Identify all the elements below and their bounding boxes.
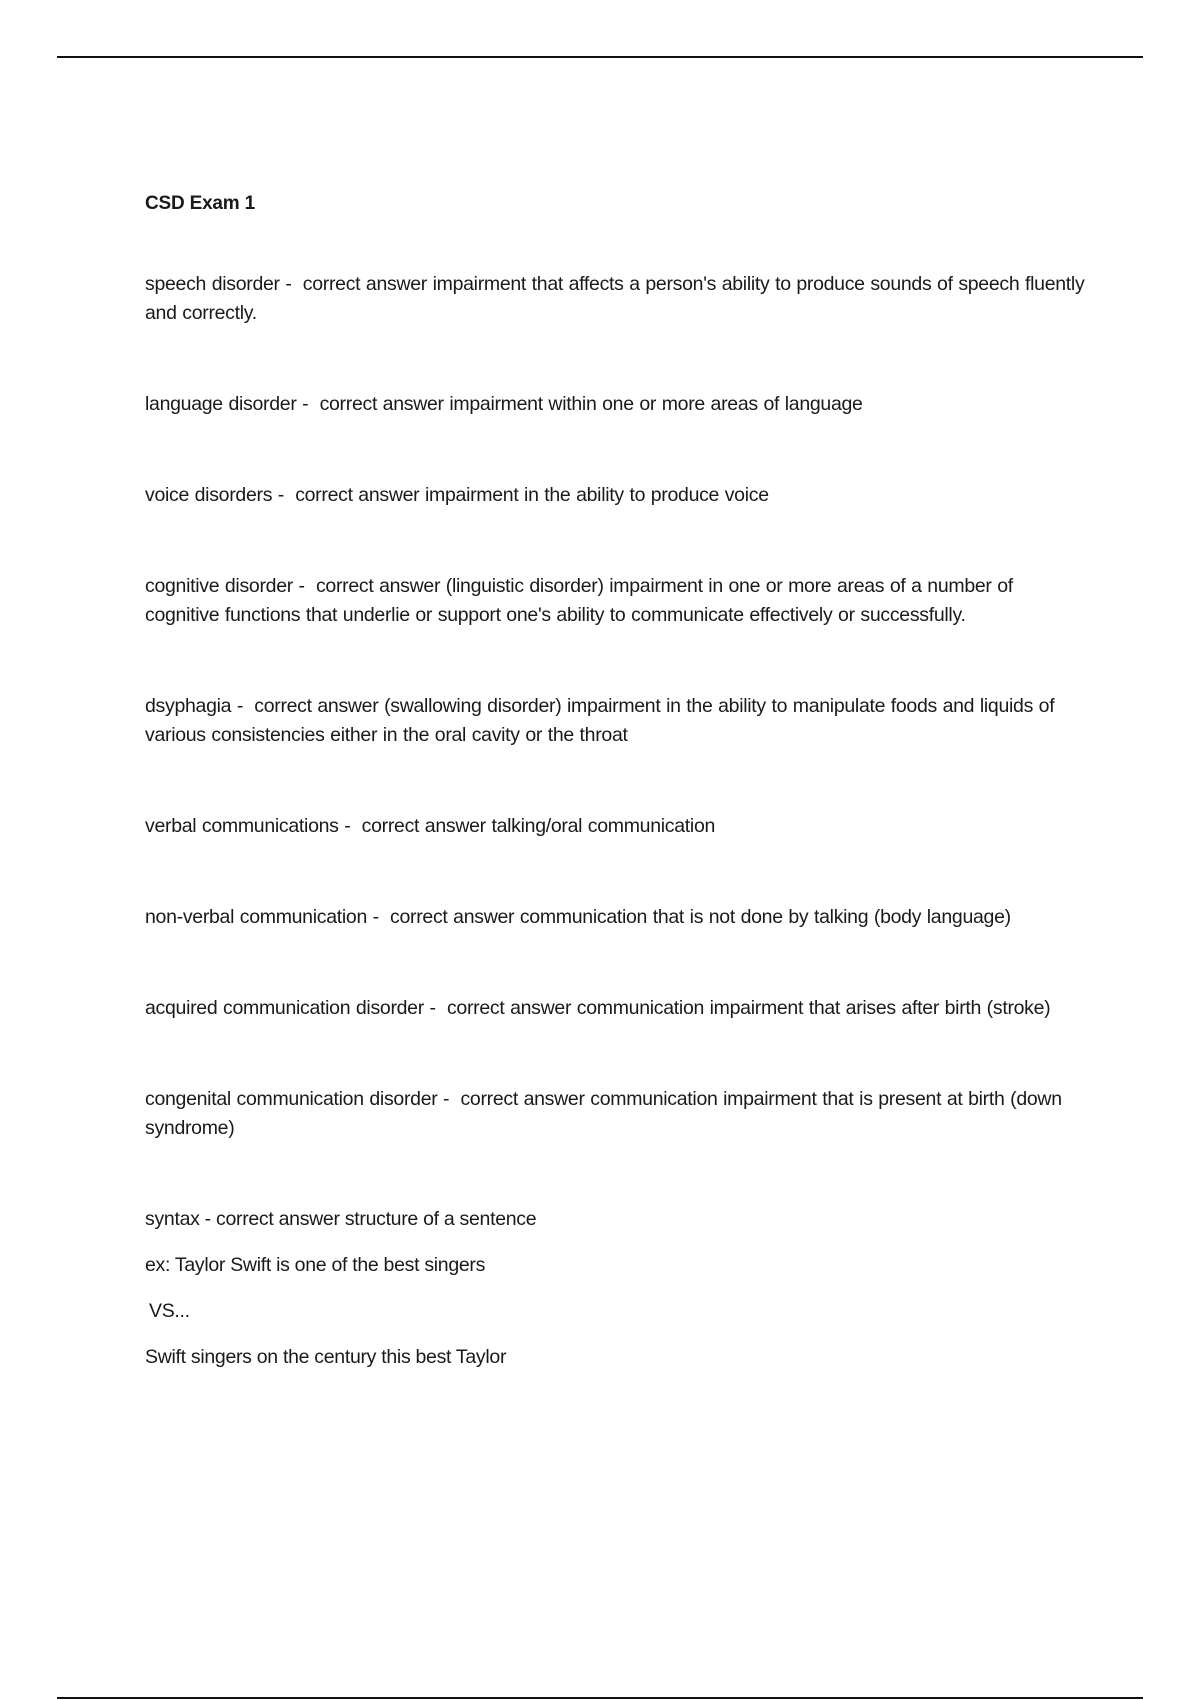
entry-separator: - xyxy=(423,997,447,1019)
entry-separator: - xyxy=(338,815,362,837)
entry-definition: communication that is not done by talking (body language) xyxy=(519,906,1011,928)
entry-definition: communication impairment that is present at birth (down syndrome) xyxy=(145,1088,1062,1139)
document-title: CSD Exam 1 xyxy=(145,193,255,214)
answer-prefix: correct answer xyxy=(302,273,427,295)
entry-term: syntax xyxy=(145,1208,200,1230)
syntax-example-line: ex: Taylor Swift is one of the best singers xyxy=(145,1254,486,1276)
entry-term: voice disorders xyxy=(145,484,273,506)
flashcard-entry xyxy=(145,994,1090,1023)
header-rule xyxy=(57,56,1143,58)
entry-separator: - xyxy=(437,1088,461,1110)
entry-definition: (linguistic disorder) impairment in one or more areas of a number of cognitive functions that underlie or support one's ability to communicate effectively or successfully. xyxy=(145,575,1013,626)
entry-separator: - xyxy=(199,1208,216,1230)
answer-prefix: correct answer xyxy=(460,1088,585,1110)
entry-definition: communication impairment that arises after birth (stroke) xyxy=(576,997,1051,1019)
entry-separator: - xyxy=(296,393,320,415)
flashcard-entry xyxy=(145,903,1090,932)
flashcard-entry xyxy=(145,270,1090,328)
flashcard-entry xyxy=(145,572,1090,630)
flashcard-entry xyxy=(145,812,1090,841)
entry-term: cognitive disorder xyxy=(145,575,293,597)
answer-prefix: correct answer xyxy=(390,906,515,928)
document-body xyxy=(145,190,1090,1389)
flashcard-entry xyxy=(145,1085,1090,1143)
flashcard-entry xyxy=(145,390,1090,419)
flashcard-entry xyxy=(145,692,1090,750)
answer-prefix: correct answer xyxy=(319,393,444,415)
flashcard-entry xyxy=(145,1205,1090,1234)
entry-definition: impairment in the ability to produce voice xyxy=(425,484,769,506)
syntax-example-line: Swift singers on the century this best Taylor xyxy=(145,1346,507,1368)
entry-term: congenital communication disorder xyxy=(145,1088,438,1110)
entry-separator: - xyxy=(279,273,303,295)
entry-term: speech disorder xyxy=(145,273,280,295)
entry-separator: - xyxy=(272,484,296,506)
entry-definition: impairment that affects a person's ability to produce sounds of speech fluently and correctly. xyxy=(145,273,1085,324)
answer-prefix: correct answer xyxy=(216,1208,340,1230)
flashcard-entry xyxy=(145,481,1090,510)
answer-prefix: correct answer xyxy=(315,575,441,597)
entry-separator: - xyxy=(367,906,391,928)
entry-definition: talking/oral communication xyxy=(491,815,716,837)
entry-term: non-verbal communication xyxy=(145,906,367,928)
answer-prefix: correct answer xyxy=(254,695,379,717)
entry-definition: (swallowing disorder) impairment in the ability to manipulate foods and liquids of various consistencies either in the oral cavity or the throat xyxy=(145,695,1055,746)
entry-definition: structure of a sentence xyxy=(344,1208,537,1230)
entry-term: verbal communications xyxy=(145,815,339,837)
answer-prefix: correct answer xyxy=(361,815,486,837)
entry-separator: - xyxy=(231,695,255,717)
answer-prefix: correct answer xyxy=(446,997,572,1019)
entry-term: language disorder xyxy=(145,393,297,415)
answer-prefix: correct answer xyxy=(295,484,420,506)
entry-term: acquired communication disorder xyxy=(145,997,424,1019)
entry-term: dsyphagia xyxy=(145,695,232,717)
syntax-example-line: VS... xyxy=(149,1300,190,1322)
footer-rule xyxy=(57,1697,1143,1699)
entry-definition: impairment within one or more areas of language xyxy=(449,393,863,415)
entry-separator: - xyxy=(292,575,316,597)
